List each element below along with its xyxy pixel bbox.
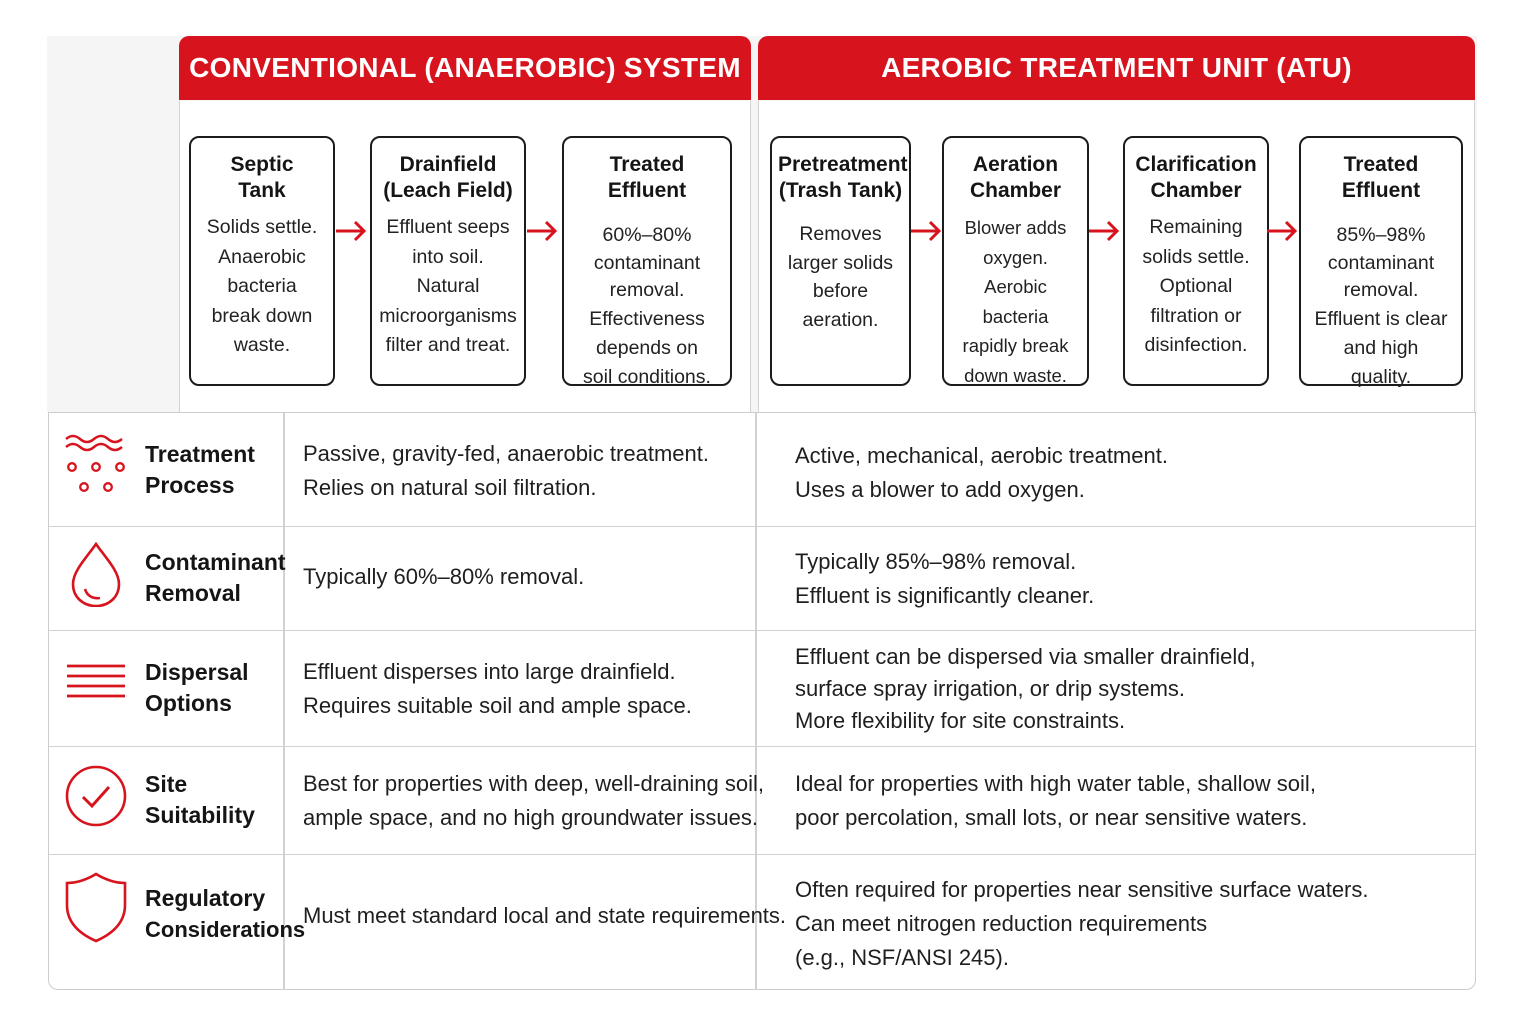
atu-system-title: AEROBIC TREATMENT UNIT (ATU) <box>881 52 1352 83</box>
stage-title <box>1307 152 1455 204</box>
row-label-line: Contaminant <box>145 549 286 575</box>
cell-text-line: surface spray irrigation, or drip systems. <box>795 676 1186 701</box>
cell-text-line: ample space, and no high groundwater issues. <box>303 805 758 830</box>
row-label-line: Dispersal <box>145 659 249 685</box>
row-label <box>145 769 255 831</box>
atu-cell <box>795 545 1094 613</box>
horizontal-lines-icon <box>63 657 129 723</box>
conventional-cell <box>303 899 786 933</box>
row-label-line: Options <box>145 690 232 716</box>
stage-title-line: Aeration <box>972 153 1059 176</box>
row-regulatory-considerations <box>49 855 1475 989</box>
stage-text-line: break down <box>211 304 313 327</box>
stage-text-line: Optional <box>1159 275 1233 297</box>
row-treatment-process <box>49 413 1475 527</box>
conventional-cell <box>303 767 764 835</box>
conventional-system-title: CONVENTIONAL (ANAEROBIC) SYSTEM <box>189 52 741 83</box>
row-label <box>145 883 305 945</box>
stage-text-line: rapidly break <box>962 335 1069 356</box>
stage-text-line: solids settle. <box>1142 245 1250 268</box>
stage-text-line: disinfection. <box>1144 334 1248 356</box>
stage-title-line: Chamber <box>1150 179 1242 202</box>
atu-cell <box>795 439 1168 507</box>
stage-text-line: contaminant <box>593 251 701 274</box>
stage-description <box>378 213 518 361</box>
cell-text-line: Active, mechanical, aerobic treatment. <box>795 443 1168 468</box>
flow-arrow-icon <box>334 219 368 243</box>
stage-text-line: into soil. <box>412 245 484 268</box>
cell-text-line: Effluent disperses into large drainfield. <box>303 659 676 684</box>
stage-treated-effluent-conventional <box>562 136 732 386</box>
droplet-icon <box>63 541 129 607</box>
cell-text-line: Requires suitable soil and ample space. <box>303 693 692 718</box>
cell-text-line: Often required for properties near sensitive surface waters. <box>795 877 1369 902</box>
stage-title-line: Treated Effluent <box>1341 153 1421 202</box>
stage-text-line: before <box>812 280 869 302</box>
cell-text-line: Effluent is significantly cleaner. <box>795 583 1095 608</box>
stage-text-line: down waste. <box>964 364 1067 386</box>
stage-text-line: filtration or <box>1150 304 1242 327</box>
row-contaminant-removal <box>49 527 1475 631</box>
stage-text-line: Remaining <box>1149 216 1243 238</box>
stage-text-line: waste. <box>233 334 291 356</box>
cell-text-line: poor percolation, small lots, or near sensitive waters. <box>795 805 1308 830</box>
stage-description <box>778 220 903 334</box>
stage-text-line: Removes <box>799 223 882 245</box>
stage-description <box>1307 222 1455 392</box>
cell-text-line: Must meet standard local and state requirements. <box>303 903 787 928</box>
stage-title-line: Treated Effluent <box>607 153 687 202</box>
row-label-line: Process <box>145 472 235 498</box>
cell-text-line: Effluent can be dispersed via smaller drainfield, <box>795 644 1256 669</box>
row-dispersal-options <box>49 631 1475 747</box>
stage-text-line: oxygen. <box>983 246 1048 268</box>
conventional-cell <box>303 655 692 723</box>
flow-arrow-icon <box>525 219 559 243</box>
cell-text-line: Relies on natural soil filtration. <box>303 475 597 500</box>
cell-text-line: Uses a blower to add oxygen. <box>795 477 1085 502</box>
stage-text-line: Effectiveness <box>589 307 705 330</box>
stage-text-line: and high <box>1343 336 1419 359</box>
cell-text-line: Ideal for properties with high water table, shallow soil, <box>795 771 1316 796</box>
stage-text-line: soil conditions. <box>583 365 711 388</box>
stage-title <box>778 152 908 204</box>
stage-title-line: (Trash Tank) <box>778 179 903 202</box>
stage-septic-tank <box>189 136 335 386</box>
water-bubbles-icon <box>63 433 129 499</box>
comparison-table <box>48 412 1476 990</box>
cell-text-line: Can meet nitrogen reduction requirements <box>795 911 1208 936</box>
row-label <box>145 547 286 609</box>
stage-description <box>197 213 327 361</box>
stage-description <box>570 222 724 392</box>
cell-text-line: More flexibility for site constraints. <box>795 708 1126 733</box>
stage-treated-effluent-atu <box>1299 136 1463 386</box>
stage-aeration-chamber <box>942 136 1089 386</box>
row-label-line: Site <box>145 771 188 797</box>
row-label <box>145 439 255 501</box>
conventional-system-header <box>179 36 751 100</box>
cell-text-line: Typically 60%–80% removal. <box>303 564 585 589</box>
row-label <box>145 657 249 719</box>
stage-text-line: aeration. <box>802 308 879 331</box>
stage-title-line: Chamber <box>969 179 1062 202</box>
stage-text-line: microorganisms <box>379 304 517 327</box>
row-label-line: Treatment <box>145 441 255 467</box>
stage-pretreatment <box>770 136 911 386</box>
atu-cell <box>795 767 1316 835</box>
stage-text-line: Blower adds <box>964 217 1067 238</box>
flow-arrow-icon <box>909 219 943 243</box>
cell-text-line: Best for properties with deep, well-draining soil, <box>303 771 765 796</box>
atu-cell <box>795 641 1256 737</box>
cell-text-line: (e.g., NSF/ANSI 245). <box>795 945 1009 970</box>
stage-title <box>378 152 518 204</box>
stage-title-line: Drainfield <box>399 153 497 176</box>
stage-description <box>950 213 1081 390</box>
row-site-suitability <box>49 747 1475 855</box>
atu-system-header <box>758 36 1475 100</box>
shield-icon <box>63 871 129 943</box>
stage-title-line: (Leach Field) <box>383 179 513 202</box>
stage-title <box>570 152 724 204</box>
stage-text-line: Natural <box>416 275 480 297</box>
stage-text-line: Aerobic bacteria <box>982 276 1049 327</box>
stage-description <box>1131 213 1261 361</box>
stage-title-line: Clarification <box>1135 153 1257 176</box>
stage-title-line: Pretreatment <box>778 153 908 176</box>
checkmark-circle-icon <box>63 763 129 829</box>
stage-title-line: Tank <box>238 179 286 202</box>
stage-text-line: Effluent seeps <box>386 216 510 238</box>
row-label-line: Removal <box>145 580 241 606</box>
cell-text-line: Typically 85%–98% removal. <box>795 549 1077 574</box>
stage-text-line: 60%–80% <box>602 224 692 246</box>
stage-text-line: 85%–98% <box>1336 224 1426 246</box>
stage-text-line: Solids settle. <box>206 216 318 238</box>
stage-text-line: contaminant <box>1327 251 1435 274</box>
stage-text-line: removal. <box>609 279 685 301</box>
row-label-line: Suitability <box>145 802 255 828</box>
flow-arrow-icon <box>1087 219 1121 243</box>
cell-text-line: Passive, gravity-fed, anaerobic treatment. <box>303 441 709 466</box>
stage-drainfield <box>370 136 526 386</box>
stage-text-line: filter and treat. <box>385 334 511 356</box>
stage-title <box>1131 152 1261 204</box>
stage-text-line: bacteria <box>227 275 297 297</box>
stage-clarification-chamber <box>1123 136 1269 386</box>
stage-text-line: removal. <box>1343 279 1419 301</box>
stage-text-line: larger solids <box>787 251 894 274</box>
stage-title <box>950 152 1081 204</box>
stage-text-line: quality. <box>1350 365 1412 388</box>
conventional-cell <box>303 437 709 505</box>
stage-text-line: Effluent is clear <box>1314 307 1448 330</box>
stage-text-line: depends on <box>596 336 698 359</box>
stage-title <box>197 152 327 204</box>
flow-arrow-icon <box>1265 219 1299 243</box>
stage-title-line: Septic <box>230 153 294 176</box>
atu-cell <box>795 873 1369 975</box>
row-label-line: Regulatory <box>145 885 266 911</box>
stage-text-line: Anaerobic <box>218 245 306 268</box>
conventional-cell <box>303 560 584 594</box>
row-label-line: Considerations <box>145 917 306 942</box>
